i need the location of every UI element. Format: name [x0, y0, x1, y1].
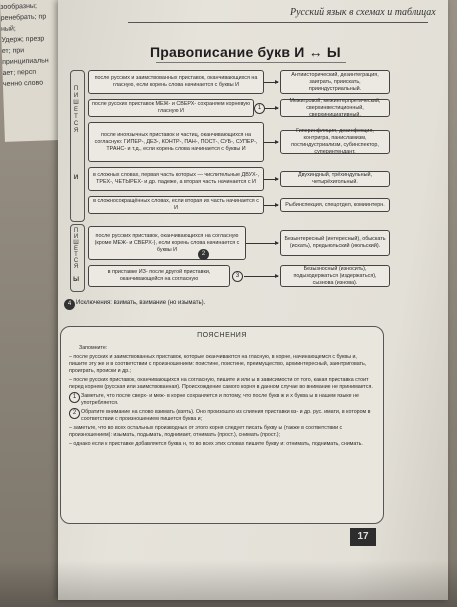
side-letter-y: Ы [73, 277, 79, 283]
explain-paragraph: – после русских приставок, оканчивающихся на согласную, пишите и или ы в зависимости от того, какая приставка стоит перед корнем (русская или заимствованная). Происхождение самого корня в данном случае во внимание не принимается. [69, 377, 373, 390]
arrow-6 [246, 243, 278, 244]
arrow-5 [264, 205, 278, 206]
example-box-3: Гиперинфляция, дезинфекция, контригра, панисламизм, постиндустриализм, субинспектор, суперинтендант. [280, 130, 390, 154]
prev-line: ает; персп [2, 68, 37, 77]
example-box-4: Двухиндный, трёхиндульный, четырёхигольный. [280, 171, 390, 187]
explanations-text [69, 345, 375, 450]
example-box-2: Межигровой, межинтерпретический, сверхинвестиционный, сверхинициативный. [280, 99, 390, 117]
prev-line: ный; [0, 25, 16, 33]
explain-paragraph-numbered [69, 409, 375, 423]
paragraph-marker-2: 2 [69, 408, 80, 419]
prev-line: ренебрать; пр [0, 13, 47, 22]
prev-line: ченно слово [2, 79, 44, 88]
explain-paragraph: – однако если к приставке добавляется буква н, то во всех этих словах пишите букву и: отнимать, поднимать, снимать. [69, 441, 363, 447]
book-page [58, 0, 448, 600]
footnote-marker-1: 1 [254, 103, 265, 114]
side-label-i: П И Ш Е Т С Я [73, 86, 79, 134]
example-box-6: Безынтересный (интересный), обыскать (искать), предыюльский (июльский). [280, 230, 390, 256]
arrow-1 [264, 82, 278, 83]
prev-line: зообразны; [0, 2, 38, 11]
rule-box-6: после русских приставок, оканчивающихся на согласную (кроме МЕЖ- и СВЕРХ-), если корень слова начинается с буквы И [88, 226, 246, 260]
remember-label: Запомните: [79, 345, 108, 351]
prev-line: Удерж; презр [1, 35, 45, 44]
previous-page-edge [0, 0, 63, 142]
example-box-7: Безызносный (износить), подызодержаться (издержаться), сызнова (изнова). [280, 265, 390, 287]
running-head: Русский язык в схемах и таблицах [290, 7, 436, 18]
footnote-marker-2: 2 [198, 249, 209, 260]
paragraph-marker-1: 1 [69, 392, 80, 403]
explain-paragraph-text: Обратите внимание на слово взимать (взять). Оно произошло из слияния приставки вз- и др. рус. имати, в котором в соответствии с произношением пишется буква и; [81, 409, 371, 422]
page-title: Правописание букв И ↔ Ы [150, 44, 341, 60]
rule-box-5: в сложносокращённых словах, если вторая их часть начинается с И [88, 196, 264, 214]
arrow-2 [265, 108, 278, 109]
side-label-y: П И Ш Е Т С Я [73, 228, 79, 270]
arrow-3 [264, 142, 278, 143]
prev-line: принципиальн [2, 57, 49, 66]
explain-paragraph: – после русских и заимствованных приставок, которые оканчиваются на гласную, в корне, начинающемся с буквы и, пишите эту же и в соответствии с произношением: поистине, поистине, преимущество, архиинтересный, заинтриговать, проиграть, происки и др.; [69, 354, 367, 374]
rule-box-7: в приставке ИЗ- после другой приставки, оканчивающейся на согласную [88, 265, 230, 287]
side-letter-i: И [73, 175, 79, 181]
arrow-4 [264, 179, 278, 180]
explanations-box [60, 326, 384, 524]
footnote-marker-3: 3 [232, 271, 243, 282]
rule-box-4: в сложных словах, первая часть которых — числительные ДВУХ-, ТРЕХ-, ЧЕТЫРЕХ- и др. падеже, а вторая часть начинается с И [88, 167, 264, 191]
title-rule [156, 62, 346, 63]
explain-paragraph-numbered [69, 393, 375, 407]
rule-box-1: после русских и заимствованных приставок, оканчивающихся на гласную, если корень слова начинается с буквы И [88, 70, 264, 94]
explanations-title: ПОЯСНЕНИЯ [197, 332, 247, 339]
footnote-marker-4: 4 [64, 299, 75, 310]
explain-paragraph: – заметьте, что во всех остальных производных от этого корня следует писать букву ы (также в соответствии с произношением): изымать, подымать, поднимает, отнимать (прост.), снимать (прост.); [69, 425, 343, 438]
page-number: 17 [350, 528, 376, 546]
explain-paragraph-text: Заметьте, что после сверх- и меж- в корне сохраняется и потому, что после букв ж и х буква ы в нашем языке не употребляется. [81, 393, 359, 406]
exception-note: Исключения: взимать, взимание (но изымать). [76, 300, 206, 306]
prev-line: ет; при [1, 47, 25, 55]
shadow-overlay [0, 560, 457, 607]
example-box-1: Антиисторический, дезинтеграция, заиграть, приискать, прииндустриальный. [280, 70, 390, 94]
header-rule [128, 22, 428, 23]
example-box-5: Рыбинспекция, спецотдел, комиинтерн. [280, 198, 390, 212]
rule-box-3: после иноязычных приставок и частиц, оканчивающихся на согласную: ГИПЕР-, ДЕЗ-, КОНТР-, ПАН-, ПОСТ-, СУБ-, СУПЕР-, ТРАНС- и т.д., если корень слова начинается с буквы И [88, 122, 264, 162]
rule-box-2: после русских приставок МЕЖ- и СВЕРХ- сохраняем корневую гласную И [88, 99, 254, 117]
arrow-7 [244, 276, 278, 277]
